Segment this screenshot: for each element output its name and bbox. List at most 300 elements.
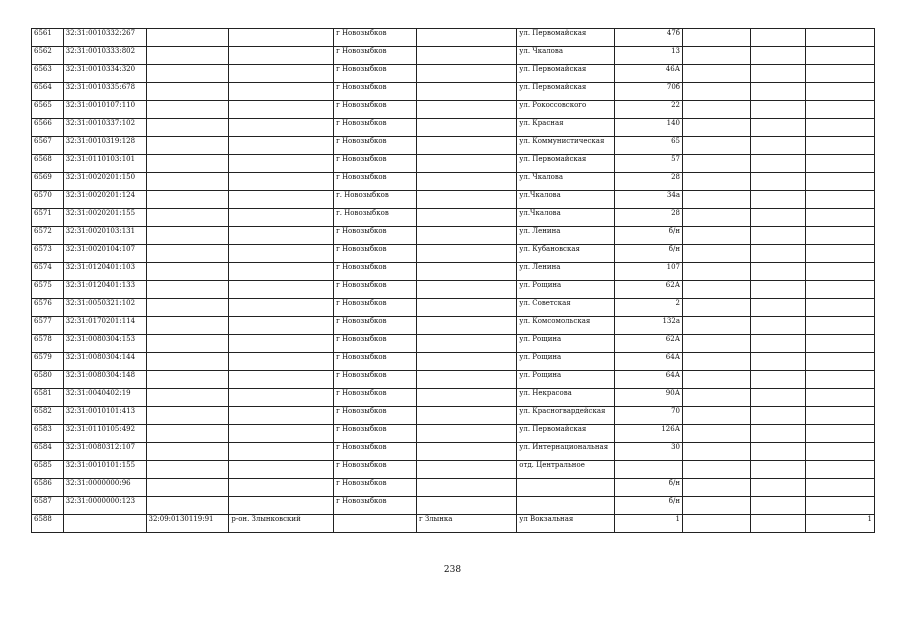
cell-cadastral-a: 32:31:0010337:102 (63, 119, 146, 137)
cell-city-a: г Новозыбков (334, 371, 417, 389)
cell-num: 6568 (32, 155, 64, 173)
cell-cadastral-a: 32:31:0080312:107 (63, 443, 146, 461)
table-row (32, 317, 875, 335)
cell-last (806, 137, 875, 155)
table-row (32, 101, 875, 119)
cell-extra-1 (683, 515, 751, 533)
cell-city-b (416, 425, 516, 443)
cell-city-b (416, 317, 516, 335)
cell-cadastral-b (146, 29, 229, 47)
cell-city-a: г Новозыбков (334, 353, 417, 371)
cell-city-a: г Новозыбков (334, 83, 417, 101)
cell-house: 1 (615, 515, 683, 533)
cell-cadastral-a: 32:31:0020201:155 (63, 209, 146, 227)
cell-last (806, 443, 875, 461)
cell-last (806, 371, 875, 389)
cell-city-a: г Новозыбков (334, 335, 417, 353)
cell-street: ул. Первомайская (517, 29, 615, 47)
cell-city-a: г Новозыбков (334, 155, 417, 173)
table-body (32, 29, 875, 533)
cell-last (806, 407, 875, 425)
cell-extra-2 (750, 407, 806, 425)
cell-house: 28 (615, 209, 683, 227)
cell-district (229, 29, 334, 47)
cell-num: 6567 (32, 137, 64, 155)
cell-cadastral-b (146, 389, 229, 407)
cell-house: б/н (615, 479, 683, 497)
cell-city-a: г Новозыбков (334, 47, 417, 65)
cell-extra-2 (750, 263, 806, 281)
cell-house: 62А (615, 335, 683, 353)
cell-extra-2 (750, 443, 806, 461)
cell-cadastral-b (146, 83, 229, 101)
cell-city-b (416, 29, 516, 47)
cell-city-a: г Новозыбков (334, 443, 417, 461)
cell-city-b (416, 101, 516, 119)
table-row (32, 515, 875, 533)
cell-street: ул. Красная (517, 119, 615, 137)
cell-cadastral-b (146, 101, 229, 119)
cell-extra-1 (683, 191, 751, 209)
table-row (32, 65, 875, 83)
cell-city-a: г Новозыбков (334, 119, 417, 137)
cell-house: 46А (615, 65, 683, 83)
cell-cadastral-a: 32:31:0010319:128 (63, 137, 146, 155)
cell-cadastral-a: 32:31:0000000:96 (63, 479, 146, 497)
cell-num: 6583 (32, 425, 64, 443)
cell-district (229, 137, 334, 155)
cell-district (229, 47, 334, 65)
cell-cadastral-b (146, 479, 229, 497)
cell-city-b (416, 173, 516, 191)
cell-last (806, 119, 875, 137)
cell-street: ул. Комсомольская (517, 317, 615, 335)
cell-street: ул. Ленина (517, 263, 615, 281)
cell-extra-1 (683, 83, 751, 101)
cell-house: 126А (615, 425, 683, 443)
cell-street: ул. Кубановская (517, 245, 615, 263)
cell-cadastral-a: 32:31:0010101:155 (63, 461, 146, 479)
cell-house: 22 (615, 101, 683, 119)
cell-extra-1 (683, 461, 751, 479)
cell-district (229, 227, 334, 245)
cell-district (229, 191, 334, 209)
cell-num: 6576 (32, 299, 64, 317)
cell-city-a: г Новозыбков (334, 407, 417, 425)
cell-cadastral-a: 32:31:0010332:267 (63, 29, 146, 47)
cell-street: ул. Интернациональная (517, 443, 615, 461)
cell-cadastral-a: 32:31:0040402:19 (63, 389, 146, 407)
cell-district (229, 443, 334, 461)
cell-last (806, 299, 875, 317)
cell-house: б/н (615, 497, 683, 515)
cell-extra-1 (683, 443, 751, 461)
cell-street: ул. Первомайская (517, 425, 615, 443)
cell-num: 6571 (32, 209, 64, 227)
cell-extra-1 (683, 155, 751, 173)
cell-extra-2 (750, 83, 806, 101)
cell-house: 140 (615, 119, 683, 137)
cell-street (517, 479, 615, 497)
cell-cadastral-b (146, 407, 229, 425)
cell-extra-1 (683, 425, 751, 443)
cell-cadastral-a: 32:31:0000000:123 (63, 497, 146, 515)
cell-house: 57 (615, 155, 683, 173)
cell-cadastral-b (146, 65, 229, 83)
cell-cadastral-a: 32:31:0010334:320 (63, 65, 146, 83)
cell-city-a: г Новозыбков (334, 65, 417, 83)
cell-city-a: г Новозыбков (334, 263, 417, 281)
table-row (32, 263, 875, 281)
cell-city-a: г Новозыбков (334, 245, 417, 263)
cell-cadastral-a: 32:31:0010335:678 (63, 83, 146, 101)
cell-cadastral-a: 32:31:0010101:413 (63, 407, 146, 425)
cell-num: 6575 (32, 281, 64, 299)
cell-street: ул. Первомайская (517, 83, 615, 101)
table-row (32, 155, 875, 173)
cell-extra-1 (683, 65, 751, 83)
cell-city-b (416, 335, 516, 353)
cell-city-b (416, 497, 516, 515)
cell-extra-1 (683, 227, 751, 245)
cell-cadastral-a: 32:31:0080304:153 (63, 335, 146, 353)
cell-street: ул. Первомайская (517, 155, 615, 173)
cell-district (229, 65, 334, 83)
cell-num: 6578 (32, 335, 64, 353)
cell-house: 90А (615, 389, 683, 407)
cell-cadastral-a: 32:31:0120401:103 (63, 263, 146, 281)
cell-city-b (416, 353, 516, 371)
cell-cadastral-b (146, 47, 229, 65)
cell-cadastral-a: 32:31:0120401:133 (63, 281, 146, 299)
cell-cadastral-b (146, 281, 229, 299)
cell-street: ул. Рокоссовского (517, 101, 615, 119)
cell-house (615, 461, 683, 479)
cell-district (229, 263, 334, 281)
cell-district (229, 155, 334, 173)
cell-last (806, 425, 875, 443)
table-row (32, 353, 875, 371)
cell-extra-2 (750, 299, 806, 317)
cell-extra-2 (750, 335, 806, 353)
cell-city-b (416, 389, 516, 407)
cell-num: 6566 (32, 119, 64, 137)
cell-last (806, 497, 875, 515)
cell-city-b (416, 371, 516, 389)
cell-last (806, 101, 875, 119)
cell-district (229, 101, 334, 119)
table-row (32, 425, 875, 443)
cell-last (806, 353, 875, 371)
cell-extra-2 (750, 119, 806, 137)
table-row (32, 335, 875, 353)
cell-extra-1 (683, 389, 751, 407)
cell-num: 6565 (32, 101, 64, 119)
cell-city-b (416, 245, 516, 263)
cell-house: 62А (615, 281, 683, 299)
cell-city-b (416, 281, 516, 299)
cell-street: отд. Центральное (517, 461, 615, 479)
cell-city-a: г. Новозыбков (334, 209, 417, 227)
cell-cadastral-b (146, 443, 229, 461)
cell-house: 13 (615, 47, 683, 65)
cell-last (806, 65, 875, 83)
cell-extra-2 (750, 137, 806, 155)
cell-house: 2 (615, 299, 683, 317)
cell-district (229, 281, 334, 299)
cell-house: б/н (615, 245, 683, 263)
page-number: 238 (443, 565, 462, 575)
cell-last (806, 83, 875, 101)
cell-extra-1 (683, 317, 751, 335)
cell-extra-1 (683, 101, 751, 119)
cell-num: 6579 (32, 353, 64, 371)
cell-cadastral-a: 32:31:0170201:114 (63, 317, 146, 335)
cell-street (517, 497, 615, 515)
cell-city-b (416, 83, 516, 101)
cell-last (806, 191, 875, 209)
cell-house: 65 (615, 137, 683, 155)
cell-street: ул. Советская (517, 299, 615, 317)
table-row (32, 173, 875, 191)
cell-last (806, 479, 875, 497)
table-row (32, 83, 875, 101)
cell-city-b (416, 227, 516, 245)
cell-num: 6577 (32, 317, 64, 335)
cell-house: 70 (615, 407, 683, 425)
cell-street: ул. Ленина (517, 227, 615, 245)
cell-cadastral-b (146, 227, 229, 245)
cell-cadastral-b (146, 425, 229, 443)
cell-last (806, 389, 875, 407)
cell-extra-1 (683, 29, 751, 47)
cell-street: ул. Чкалова (517, 173, 615, 191)
table-row (32, 137, 875, 155)
cell-extra-1 (683, 281, 751, 299)
cell-extra-2 (750, 47, 806, 65)
cell-extra-1 (683, 353, 751, 371)
cell-num: 6569 (32, 173, 64, 191)
cell-cadastral-a: 32:31:0080304:144 (63, 353, 146, 371)
cell-extra-2 (750, 479, 806, 497)
cell-num: 6574 (32, 263, 64, 281)
cell-cadastral-a: 32:31:0110103:101 (63, 155, 146, 173)
cell-city-b (416, 479, 516, 497)
cell-num: 6564 (32, 83, 64, 101)
table-row (32, 119, 875, 137)
table-row (32, 371, 875, 389)
cell-last (806, 317, 875, 335)
cell-num: 6562 (32, 47, 64, 65)
table-row (32, 227, 875, 245)
cell-city-b (416, 407, 516, 425)
cell-city-a: г Новозыбков (334, 425, 417, 443)
cell-house: 107 (615, 263, 683, 281)
cell-cadastral-a: 32:31:0010107:110 (63, 101, 146, 119)
cell-num: 6561 (32, 29, 64, 47)
table-row (32, 299, 875, 317)
cell-city-b (416, 137, 516, 155)
cell-district (229, 371, 334, 389)
cell-last (806, 263, 875, 281)
cell-house: 132а (615, 317, 683, 335)
table-row (32, 281, 875, 299)
cell-city-b (416, 47, 516, 65)
table-row (32, 479, 875, 497)
cell-city-b (416, 461, 516, 479)
cell-street: ул. Рощина (517, 281, 615, 299)
cell-extra-2 (750, 101, 806, 119)
cell-extra-1 (683, 299, 751, 317)
cell-street: ул. Красногвардейская (517, 407, 615, 425)
cell-num: 6585 (32, 461, 64, 479)
cell-cadastral-a: 32:31:0080304:148 (63, 371, 146, 389)
cell-extra-2 (750, 353, 806, 371)
cell-city-b (416, 65, 516, 83)
cell-extra-2 (750, 29, 806, 47)
cell-city-a: г Новозыбков (334, 299, 417, 317)
cell-last (806, 155, 875, 173)
cell-cadastral-b: 32:09:0130119:91 (146, 515, 229, 533)
cell-district (229, 479, 334, 497)
cell-extra-2 (750, 389, 806, 407)
cell-extra-1 (683, 47, 751, 65)
cell-city-b: г Злынка (416, 515, 516, 533)
cell-extra-2 (750, 227, 806, 245)
cell-extra-2 (750, 65, 806, 83)
cell-cadastral-b (146, 119, 229, 137)
cell-cadastral-b (146, 461, 229, 479)
cell-last (806, 227, 875, 245)
cell-num: 6570 (32, 191, 64, 209)
cell-street: ул. Первомайская (517, 65, 615, 83)
cell-last (806, 461, 875, 479)
cell-street: ул.Чкалова (517, 191, 615, 209)
cell-extra-2 (750, 173, 806, 191)
cell-district (229, 245, 334, 263)
cell-last (806, 281, 875, 299)
cell-district (229, 461, 334, 479)
cell-extra-1 (683, 173, 751, 191)
cell-num: 6587 (32, 497, 64, 515)
cell-district (229, 299, 334, 317)
cell-extra-1 (683, 335, 751, 353)
cell-district (229, 353, 334, 371)
cell-num: 6588 (32, 515, 64, 533)
cell-city-a: г Новозыбков (334, 227, 417, 245)
cell-city-b (416, 443, 516, 461)
cell-cadastral-a (63, 515, 146, 533)
cell-street: ул. Рощина (517, 335, 615, 353)
cell-cadastral-a: 32:31:0020104:107 (63, 245, 146, 263)
table-row (32, 407, 875, 425)
cell-last (806, 173, 875, 191)
cell-extra-1 (683, 137, 751, 155)
cell-extra-2 (750, 497, 806, 515)
cell-extra-2 (750, 425, 806, 443)
cell-extra-1 (683, 245, 751, 263)
cell-district (229, 173, 334, 191)
table-row (32, 47, 875, 65)
cell-city-a: г Новозыбков (334, 497, 417, 515)
cell-cadastral-b (146, 299, 229, 317)
cell-district (229, 335, 334, 353)
cell-city-b (416, 191, 516, 209)
cell-city-b (416, 299, 516, 317)
cell-city-a: г Новозыбков (334, 137, 417, 155)
cell-city-b (416, 119, 516, 137)
table-row (32, 29, 875, 47)
cell-num: 6582 (32, 407, 64, 425)
cell-extra-1 (683, 119, 751, 137)
cell-cadastral-b (146, 317, 229, 335)
cell-cadastral-a: 32:31:0010333:802 (63, 47, 146, 65)
cell-house: 70б (615, 83, 683, 101)
cell-city-b (416, 155, 516, 173)
cell-street: ул. Коммунистическая (517, 137, 615, 155)
table-row (32, 209, 875, 227)
cell-district (229, 83, 334, 101)
cell-num: 6573 (32, 245, 64, 263)
cell-house: 34а (615, 191, 683, 209)
cell-extra-1 (683, 263, 751, 281)
cell-district (229, 389, 334, 407)
cell-last (806, 245, 875, 263)
cell-street: ул Вокзальная (517, 515, 615, 533)
cell-extra-1 (683, 371, 751, 389)
cell-city-a: г Новозыбков (334, 101, 417, 119)
cell-district (229, 119, 334, 137)
cell-city-a: г Новозыбков (334, 479, 417, 497)
cell-cadastral-b (146, 371, 229, 389)
cell-city-a: г Новозыбков (334, 389, 417, 407)
cell-city-b (416, 209, 516, 227)
cell-city-a: г Новозыбков (334, 281, 417, 299)
cell-extra-1 (683, 479, 751, 497)
cell-extra-1 (683, 407, 751, 425)
cell-district (229, 209, 334, 227)
cell-street: ул. Рощина (517, 353, 615, 371)
cell-district (229, 407, 334, 425)
cell-num: 6584 (32, 443, 64, 461)
cell-house: б/н (615, 227, 683, 245)
cell-cadastral-a: 32:31:0020103:131 (63, 227, 146, 245)
cell-city-a: г Новозыбков (334, 317, 417, 335)
cell-street: ул. Чкалова (517, 47, 615, 65)
table-row (32, 461, 875, 479)
cell-cadastral-b (146, 173, 229, 191)
cell-city-a: г. Новозыбков (334, 191, 417, 209)
cell-extra-2 (750, 461, 806, 479)
cell-extra-2 (750, 515, 806, 533)
cell-street: ул. Рощина (517, 371, 615, 389)
cell-district (229, 425, 334, 443)
cell-cadastral-b (146, 155, 229, 173)
cell-extra-2 (750, 209, 806, 227)
cell-extra-1 (683, 209, 751, 227)
cell-extra-2 (750, 281, 806, 299)
cell-district (229, 497, 334, 515)
cell-num: 6586 (32, 479, 64, 497)
cell-extra-1 (683, 497, 751, 515)
registry-table (31, 28, 875, 533)
cell-house: 64А (615, 353, 683, 371)
table-row (32, 191, 875, 209)
cell-cadastral-b (146, 209, 229, 227)
cell-city-a: г Новозыбков (334, 29, 417, 47)
table-row (32, 497, 875, 515)
cell-district (229, 317, 334, 335)
